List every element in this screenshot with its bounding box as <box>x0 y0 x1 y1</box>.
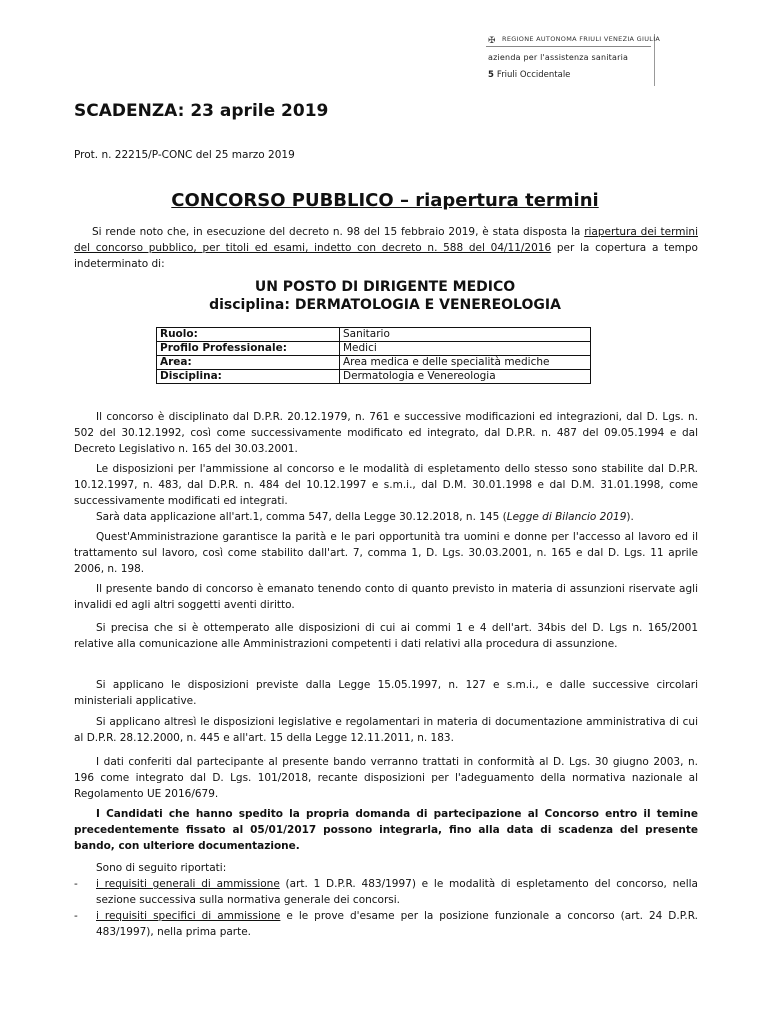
list-item-text <box>96 908 698 940</box>
table-key: Profilo Professionale: <box>157 342 340 356</box>
paragraph-text: Si applicano le disposizioni previste dalla Legge 15.05.1997, n. 127 e s.m.i., e dalle successive circolari ministeriali applicative. <box>74 679 698 707</box>
paragraph-text: Si applicano altresì le disposizioni legislative e regolamentari in materia di documentazione amministrativa di cui al D.P.R. 28.12.2000, n. 445 e all'art. 15 della Legge 12.11.2011, n. 183. <box>74 716 698 744</box>
paragraph-text: Sarà data applicazione all'art.1, comma 547, della Legge 30.12.2018, n. 145 ( <box>96 511 507 523</box>
agency-logo <box>486 34 661 86</box>
list-item-text <box>96 876 698 908</box>
logo-divider <box>486 46 651 47</box>
logo-area-name: Friuli Occidentale <box>496 70 571 80</box>
list-item-underlined: i requisiti generali di ammissione <box>96 878 280 890</box>
logo-area-text <box>488 70 570 80</box>
intro-text-1: Si rende noto che, in esecuzione del decreto n. 98 del 15 febbraio 2019, è stata disposta la <box>92 226 585 238</box>
table-value: Area medica e delle specialità mediche <box>340 356 591 370</box>
deadline-heading: SCADENZA: 23 aprile 2019 <box>74 101 329 121</box>
list-dash: - <box>74 910 78 922</box>
table-value: Sanitario <box>340 328 591 342</box>
table-row <box>157 328 591 342</box>
paragraph-equal-opportunity <box>74 529 698 577</box>
table-row <box>157 356 591 370</box>
list-item-rest: (art. 1 D.P.R. 483/1997) e le modalità di espletamento del concorso, nella sezione successiva sulla normativa generale dei concorsi. <box>96 878 698 906</box>
intro-underlined-text: riapertura dei termini del concorso pubblico, per titoli ed esami, indetto con decreto n. 588 del 04/11/2016 <box>74 226 698 254</box>
table-row <box>157 342 591 356</box>
paragraph-list-intro <box>74 860 698 876</box>
table-key: Ruolo: <box>157 328 340 342</box>
table-value: Medici <box>340 342 591 356</box>
paragraph-text: ). <box>626 511 634 523</box>
paragraph-privacy <box>74 754 698 802</box>
paragraph-text: I Candidati che hanno spedito la propria domanda di partecipazione al Concorso entro il temine precedentemente fissato al 05/01/2017 possono integrarla, fino alla data di scadenza del presente bando, con ulteriore documentazione. <box>74 808 698 852</box>
paragraph-reserved-hires <box>74 581 698 613</box>
paragraph-text: Si precisa che si è ottemperato alle disposizioni di cui ai commi 1 e 4 dell'art. 34bis del D. Lgs n. 165/2001 relative alla comunicazione alle Amministrazioni competenti i dati relativi alla procedura di assunzione. <box>74 622 698 650</box>
table-row <box>157 370 591 384</box>
paragraph-law-127 <box>74 677 698 709</box>
logo-area-number: 5 <box>488 70 494 80</box>
paragraph-text: Le disposizioni per l'ammissione al concorso e le modalità di espletamento dello stesso sono stabilite dal D.P.R. 10.12.1997, n. 483, dal D.P.R. n. 484 del 10.12.1997 e s.m.i., dal D.M. 30.01.1998 e dal D.M. 31.01.1998, come successivamente modificati ed integrati. <box>74 463 698 507</box>
document-title: CONCORSO PUBBLICO – riapertura termini <box>171 190 599 211</box>
logo-region-text: REGIONE AUTONOMA FRIULI VENEZIA GIULIA <box>502 35 661 43</box>
law-reference: Legge di Bilancio 2019 <box>506 511 627 523</box>
position-info-table <box>156 327 591 384</box>
list-item-underlined: i requisiti specifici di ammissione <box>96 910 281 922</box>
paragraph-text: Il presente bando di concorso è emanato tenendo conto di quanto previsto in materia di assunzioni riservate agli invalidi ed agli altri soggetti aventi diritto. <box>74 583 698 611</box>
paragraph-text: Il concorso è disciplinato dal D.P.R. 20.12.1979, n. 761 e successive modificazioni ed integrazioni, dal D. Lgs. n. 502 del 30.12.1992, così come successivamente modificato ed integrato, dal D.P.R. n. 487 del 09.05.1994 e dal Decreto Legislativo n. 165 del 30.03.2001. <box>74 411 698 455</box>
logo-agency-text: azienda per l'assistenza sanitaria <box>488 53 629 62</box>
list-item <box>74 876 698 908</box>
table-key: Area: <box>157 356 340 370</box>
table-key: Disciplina: <box>157 370 340 384</box>
paragraph-regulations <box>74 409 698 457</box>
table-value: Dermatologia e Venereologia <box>340 370 591 384</box>
intro-paragraph <box>74 224 698 272</box>
paragraph-documentation <box>74 714 698 746</box>
paragraph-text: Sono di seguito riportati: <box>96 862 227 874</box>
paragraph-text: I dati conferiti dal partecipante al presente bando verranno trattati in conformità al D. Lgs. 30 giugno 2003, n. 196 come integrato dal D. Lgs. 101/2018, recante disposizioni per l'adeguamento della normativa nazionale al Regolamento UE 2016/679. <box>74 756 698 800</box>
paragraph-text: Quest'Amministrazione garantisce la parità e le pari opportunità tra uomini e donne per l'accesso al lavoro ed il trattamento sul lavoro, così come stabilito dall'art. 7, comma 1, D. Lgs. 30.03.2001, n. 165 e dal D. Lgs. 11 aprile 2006, n. 198. <box>74 531 698 575</box>
position-line-2: disciplina: DERMATOLOGIA E VENEREOLOGIA <box>209 297 561 313</box>
coat-of-arms-icon: ✠ <box>488 36 496 46</box>
list-dash: - <box>74 878 78 890</box>
list-item-rest: e le prove d'esame per la posizione funzionale a concorso (art. 24 D.P.R. 483/1997), nella prima parte. <box>96 910 698 938</box>
paragraph-art34bis <box>74 620 698 652</box>
paragraph-admission <box>74 461 698 525</box>
paragraph-previous-candidates <box>74 806 698 854</box>
position-line-1: UN POSTO DI DIRIGENTE MEDICO <box>254 279 516 295</box>
position-title <box>0 278 770 314</box>
intro-text-2: per la copertura a tempo indeterminato di: <box>74 242 698 270</box>
protocol-number: Prot. n. 22215/P-CONC del 25 marzo 2019 <box>74 149 295 161</box>
list-item <box>74 908 698 940</box>
